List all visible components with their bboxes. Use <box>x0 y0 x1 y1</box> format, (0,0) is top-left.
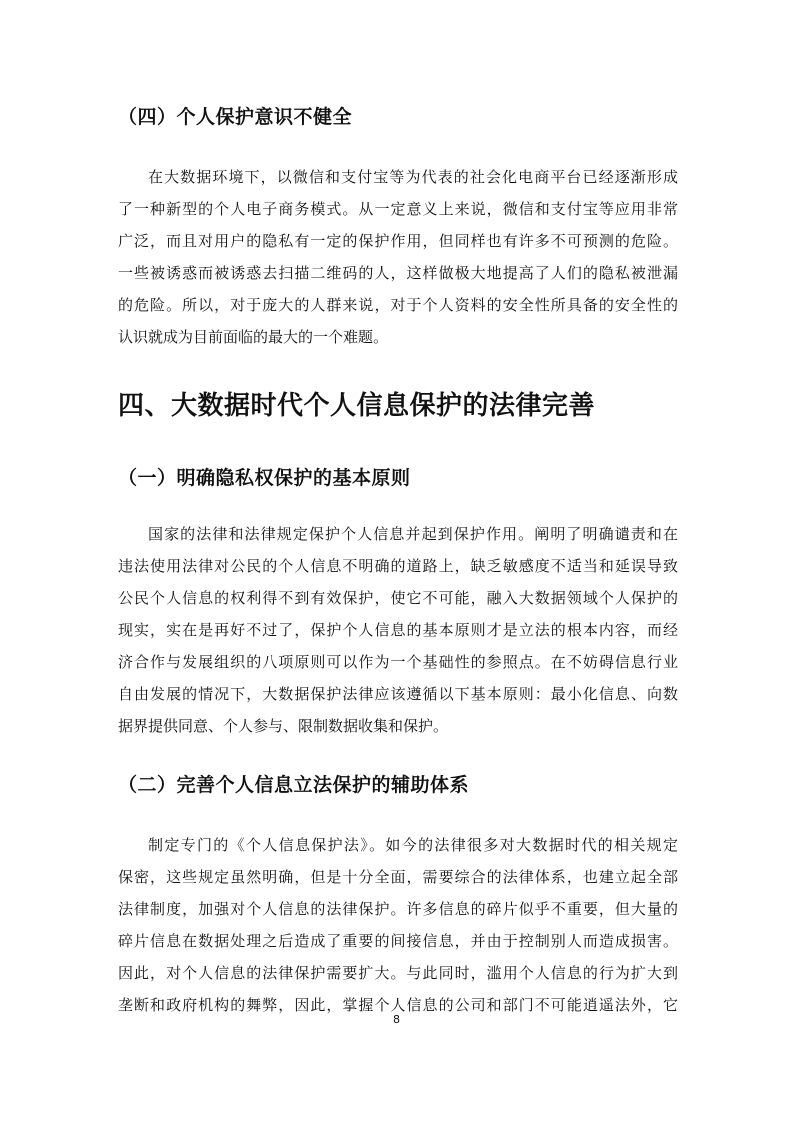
text-line: 的危险。所以，对于庞大的人群来说，对于个人资料的安全性所具备的安全性的 <box>118 296 678 314</box>
text-line: 垄断和政府机构的舞弊，因此，掌握个人信息的公司和部门不可能逍遥法外，它 <box>118 996 678 1014</box>
text-line: 法律制度，加强对个人信息的法律保护。许多信息的碎片似乎不重要，但大量的 <box>118 900 678 918</box>
text-line: 因此，对个人信息的法律保护需要扩大。与此同时，滥用个人信息的行为扩大到 <box>118 964 678 982</box>
text-line: 公民个人信息的权利得不到有效保护，使它不可能，融入大数据领域个人保护的 <box>118 589 678 607</box>
text-line: 保密，这些规定虽然明确，但是十分全面，需要综合的法律体系，也建立起全部 <box>118 868 678 886</box>
text-line: 国家的法律和法律规定保护个人信息并起到保护作用。阐明了明确谴责和在 <box>148 525 678 543</box>
text-line: 一些被诱惑而被诱惑去扫描二维码的人，这样做极大地提高了人们的隐私被泄漏 <box>118 264 678 282</box>
text-line: 在大数据环境下，以微信和支付宝等为代表的社会化电商平台已经逐渐形成 <box>148 168 678 186</box>
text-line: 据界提供同意、个人参与、限制数据收集和保护。 <box>118 717 449 735</box>
section-heading-1: （一）明确隐私权保护的基本原则 <box>118 467 411 489</box>
text-line: 制定专门的《个人信息保护法》。如今的法律很多对大数据时代的相关规定 <box>148 836 678 854</box>
paragraph-section-1 <box>118 518 678 742</box>
text-line: 济合作与发展组织的八项原则可以作为一个基础性的参照点。在不妨碍信息行业 <box>118 653 678 671</box>
text-line: 违法使用法律对公民的个人信息不明确的道路上，缺乏敏感度不适当和延误导致 <box>118 557 678 575</box>
text-line: 广泛，而且对用户的隐私有一定的保护作用，但同样也有许多不可预测的危险。 <box>118 232 678 250</box>
text-line: 现实，实在是再好不过了，保护个人信息的基本原则才是立法的根本内容，而经 <box>118 621 678 639</box>
paragraph-section-4 <box>118 161 678 353</box>
page-number: 8 <box>393 1013 400 1026</box>
text-line: 自由发展的情况下，大数据保护法律应该遵循以下基本原则：最小化信息、向数 <box>118 685 678 703</box>
paragraph-section-2 <box>118 829 678 1021</box>
text-line: 碎片信息在数据处理之后造成了重要的间接信息，并由于控制别人而造成损害。 <box>118 932 678 950</box>
text-line: 了一种新型的个人电子商务模式。从一定意义上来说，微信和支付宝等应用非常 <box>118 200 678 218</box>
chapter-title: 四、大数据时代个人信息保护的法律完善 <box>118 391 596 421</box>
section-heading-2: （二）完善个人信息立法保护的辅助体系 <box>118 774 470 796</box>
section-heading-4: （四）个人保护意识不健全 <box>118 106 353 128</box>
text-line: 认识就成为目前面临的最大的一个难题。 <box>118 328 389 346</box>
